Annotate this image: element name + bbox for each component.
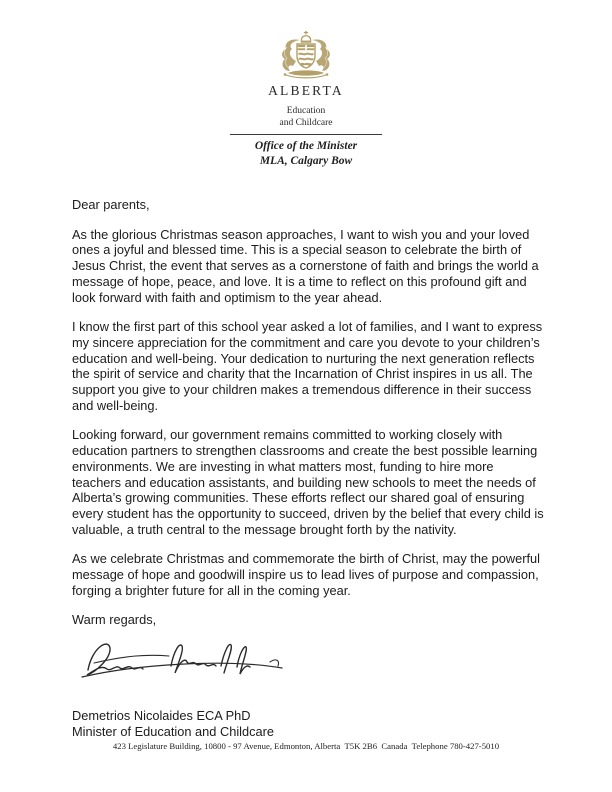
signer-name: Demetrios Nicolaides ECA PhD <box>72 708 251 724</box>
letter-paragraph: Looking forward, our government remains committed to working closely with education partners to strengthen classrooms and create the best possible learning environments. We are investing in what matters most, funding to hire more teachers and education assistants, and building new schools to meet the needs of Alberta’s growing communities. These efforts reflect our shared goal of ensuring every student has the opportunity to succeed, driven by the belief that every child is valuable, a truth central to the message brought forth by the nativity. <box>72 427 544 537</box>
department-name <box>0 106 612 129</box>
letter-paragraph: As we celebrate Christmas and commemorate the birth of Christ, may the powerful message of hope and goodwill inspire us to lead lives of purpose and compassion, forging a brighter future for all in the coming year. <box>72 551 540 598</box>
org-name: ALBERTA <box>268 83 344 98</box>
office-line2: MLA, Calgary Bow <box>259 154 353 167</box>
letterhead-divider <box>230 134 382 135</box>
department-line1: Education <box>286 106 326 116</box>
closing-phrase: Warm regards, <box>72 612 157 628</box>
alberta-coat-of-arms-icon <box>275 31 337 81</box>
signer-identity <box>72 708 546 740</box>
handwritten-signature-icon <box>74 634 286 684</box>
salutation: Dear parents, <box>72 197 150 212</box>
letter-body <box>72 197 546 740</box>
letter-paragraph: I know the first part of this school year asked a lot of families, and I want to express my sincere appreciation for the commitment and care you devote to your children’s education and well-being. Your dedication to nurturing the next generation reflects the spirit of service and charity that the Incarnation of Christ inspires in us all. The support you give to your children makes a tremendous difference in their success and well-being. <box>72 319 543 413</box>
signature-block <box>74 634 546 686</box>
letterhead <box>0 0 612 168</box>
signer-title: Minister of Education and Childcare <box>72 724 275 740</box>
footer-address: 423 Legislature Building, 10800 - 97 Avenue, Edmonton, Alberta T5K 2B6 Canada Telephone 780-427-5010 <box>112 741 500 751</box>
office-line1: Office of the Minister <box>254 140 358 152</box>
office-identification <box>0 139 612 168</box>
letter-paragraph: As the glorious Christmas season approaches, I want to wish you and your loved ones a joyful and blessed time. This is a special season to celebrate the birth of Jesus Christ, the event that serves as a cornerstone of faith and brings the world a message of hope, peace, and love. It is a time to reflect on this profound gift and look forward with faith and optimism to the year ahead. <box>72 226 539 305</box>
department-line2: and Childcare <box>279 117 333 128</box>
